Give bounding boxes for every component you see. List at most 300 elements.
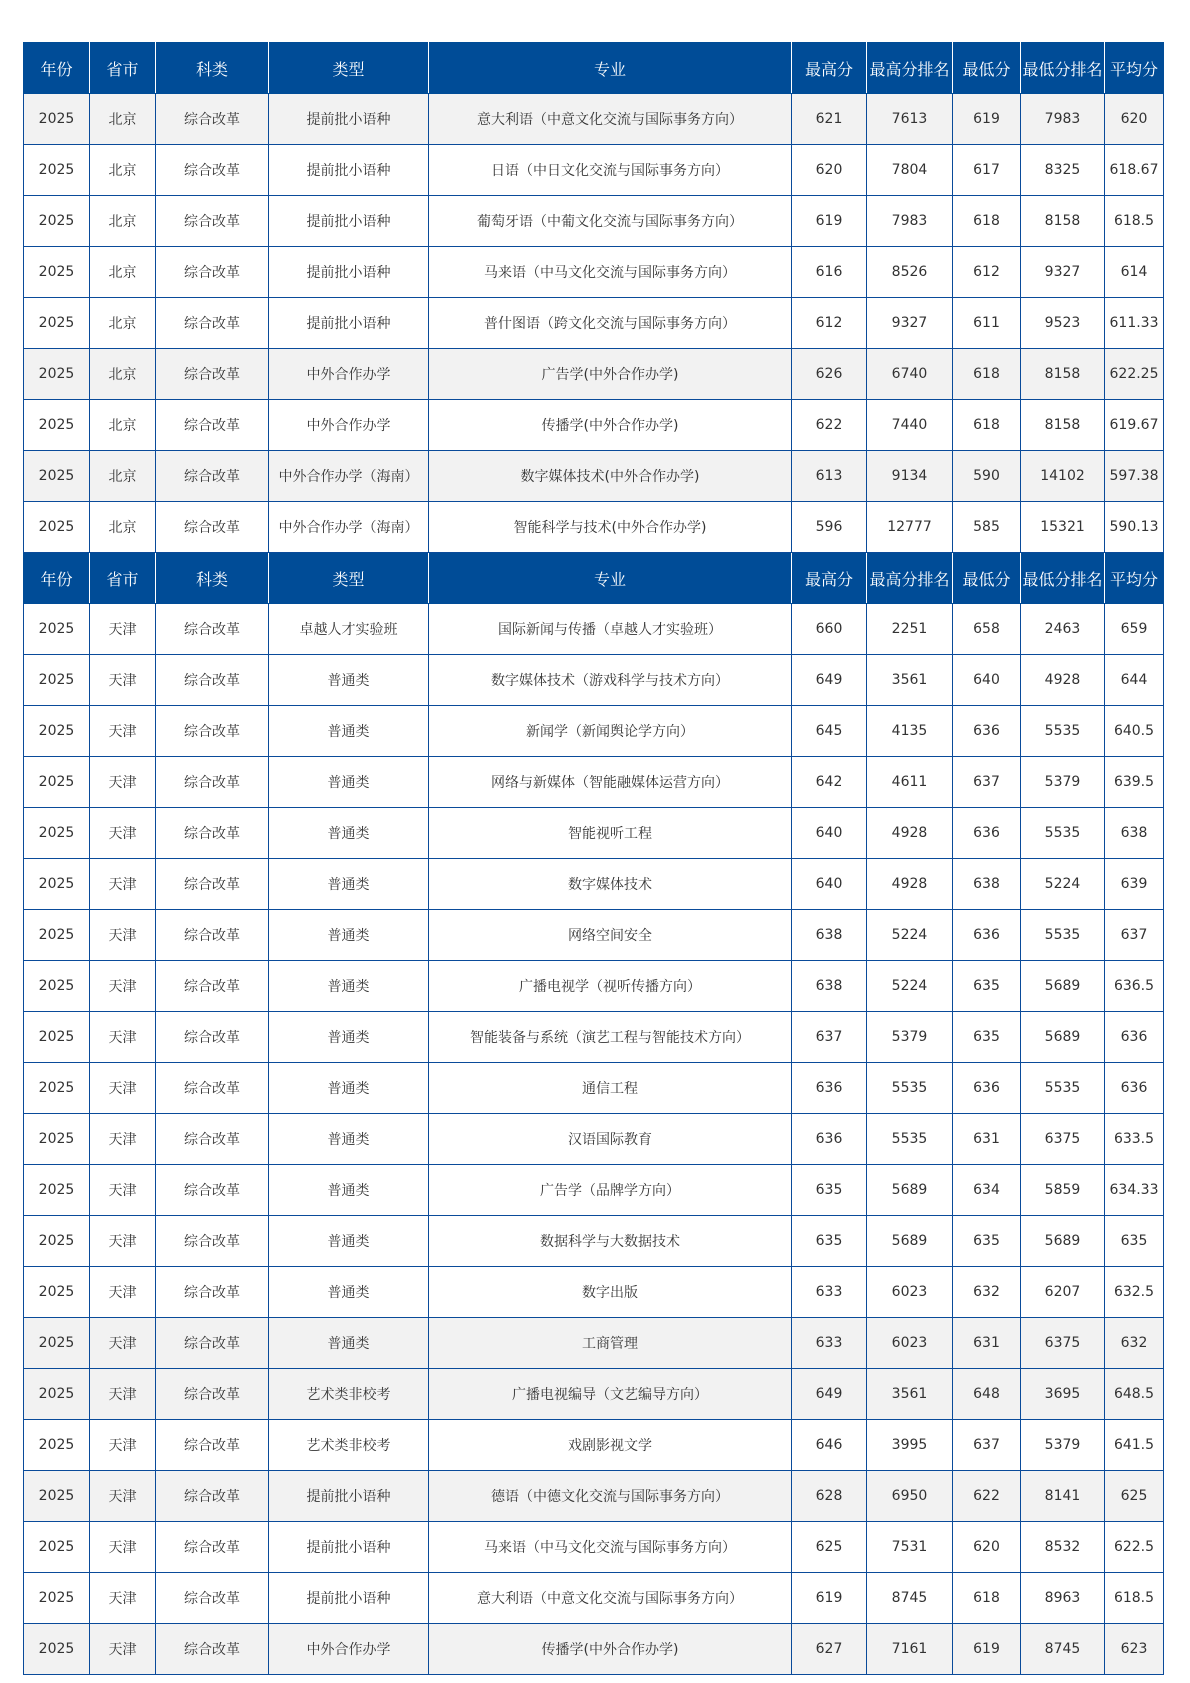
cell-max-score-rank: 3561 bbox=[867, 655, 953, 706]
cell-subject-type: 综合改革 bbox=[156, 961, 269, 1012]
cell-province: 天津 bbox=[90, 1624, 156, 1675]
table-row bbox=[24, 1114, 1164, 1165]
cell-category: 普通类 bbox=[269, 1318, 429, 1369]
cell-min-score-rank: 3695 bbox=[1021, 1369, 1105, 1420]
cell-year: 2025 bbox=[24, 1318, 90, 1369]
cell-major: 传播学(中外合作办学) bbox=[429, 1624, 792, 1675]
cell-year: 2025 bbox=[24, 1216, 90, 1267]
cell-major: 意大利语（中意文化交流与国际事务方向） bbox=[429, 1573, 792, 1624]
cell-min-score-rank: 8141 bbox=[1021, 1471, 1105, 1522]
table-row bbox=[24, 1063, 1164, 1114]
cell-max-score: 649 bbox=[792, 655, 867, 706]
cell-avg-score: 618.67 bbox=[1105, 145, 1164, 196]
table-row bbox=[24, 1471, 1164, 1522]
cell-avg-score: 639 bbox=[1105, 859, 1164, 910]
cell-major: 葡萄牙语（中葡文化交流与国际事务方向） bbox=[429, 196, 792, 247]
cell-max-score: 642 bbox=[792, 757, 867, 808]
cell-max-score-rank: 7983 bbox=[867, 196, 953, 247]
cell-min-score: 637 bbox=[953, 757, 1021, 808]
cell-year: 2025 bbox=[24, 1114, 90, 1165]
cell-province: 天津 bbox=[90, 1063, 156, 1114]
cell-avg-score: 622.25 bbox=[1105, 349, 1164, 400]
cell-major: 日语（中日文化交流与国际事务方向） bbox=[429, 145, 792, 196]
cell-max-score: 633 bbox=[792, 1267, 867, 1318]
column-header-min-score: 最低分 bbox=[953, 43, 1021, 94]
cell-min-score-rank: 8158 bbox=[1021, 349, 1105, 400]
cell-avg-score: 641.5 bbox=[1105, 1420, 1164, 1471]
cell-province: 天津 bbox=[90, 655, 156, 706]
cell-min-score: 618 bbox=[953, 1573, 1021, 1624]
cell-major: 意大利语（中意文化交流与国际事务方向） bbox=[429, 94, 792, 145]
cell-category: 提前批小语种 bbox=[269, 1522, 429, 1573]
cell-category: 提前批小语种 bbox=[269, 94, 429, 145]
table-row bbox=[24, 247, 1164, 298]
cell-province: 天津 bbox=[90, 961, 156, 1012]
table-body bbox=[24, 43, 1164, 1675]
cell-subject-type: 综合改革 bbox=[156, 808, 269, 859]
column-header-max-score: 最高分 bbox=[792, 43, 867, 94]
cell-year: 2025 bbox=[24, 247, 90, 298]
cell-year: 2025 bbox=[24, 1522, 90, 1573]
table-row bbox=[24, 655, 1164, 706]
cell-avg-score: 618.5 bbox=[1105, 1573, 1164, 1624]
cell-max-score: 646 bbox=[792, 1420, 867, 1471]
cell-year: 2025 bbox=[24, 757, 90, 808]
cell-max-score-rank: 4135 bbox=[867, 706, 953, 757]
cell-min-score: 631 bbox=[953, 1318, 1021, 1369]
cell-province: 北京 bbox=[90, 94, 156, 145]
cell-province: 北京 bbox=[90, 451, 156, 502]
cell-min-score-rank: 5535 bbox=[1021, 910, 1105, 961]
cell-subject-type: 综合改革 bbox=[156, 1114, 269, 1165]
cell-category: 中外合作办学 bbox=[269, 1624, 429, 1675]
cell-min-score-rank: 9327 bbox=[1021, 247, 1105, 298]
cell-province: 北京 bbox=[90, 400, 156, 451]
column-header-avg-score: 平均分 bbox=[1105, 553, 1164, 604]
cell-year: 2025 bbox=[24, 196, 90, 247]
cell-province: 天津 bbox=[90, 910, 156, 961]
cell-avg-score: 618.5 bbox=[1105, 196, 1164, 247]
cell-province: 天津 bbox=[90, 604, 156, 655]
cell-major: 传播学(中外合作办学) bbox=[429, 400, 792, 451]
cell-max-score-rank: 7613 bbox=[867, 94, 953, 145]
cell-province: 天津 bbox=[90, 1267, 156, 1318]
cell-max-score-rank: 3561 bbox=[867, 1369, 953, 1420]
cell-major: 普什图语（跨文化交流与国际事务方向） bbox=[429, 298, 792, 349]
cell-min-score: 635 bbox=[953, 961, 1021, 1012]
cell-max-score: 638 bbox=[792, 961, 867, 1012]
cell-major: 马来语（中马文化交流与国际事务方向） bbox=[429, 247, 792, 298]
cell-subject-type: 综合改革 bbox=[156, 298, 269, 349]
cell-major: 智能视听工程 bbox=[429, 808, 792, 859]
cell-max-score: 640 bbox=[792, 808, 867, 859]
cell-category: 普通类 bbox=[269, 655, 429, 706]
cell-max-score-rank: 9327 bbox=[867, 298, 953, 349]
cell-min-score: 635 bbox=[953, 1216, 1021, 1267]
cell-min-score: 636 bbox=[953, 1063, 1021, 1114]
cell-max-score-rank: 7531 bbox=[867, 1522, 953, 1573]
cell-min-score: 636 bbox=[953, 910, 1021, 961]
cell-province: 天津 bbox=[90, 1114, 156, 1165]
cell-max-score-rank: 8526 bbox=[867, 247, 953, 298]
cell-min-score: 590 bbox=[953, 451, 1021, 502]
cell-major: 智能装备与系统（演艺工程与智能技术方向） bbox=[429, 1012, 792, 1063]
cell-year: 2025 bbox=[24, 400, 90, 451]
table-row bbox=[24, 451, 1164, 502]
cell-min-score: 638 bbox=[953, 859, 1021, 910]
cell-min-score: 612 bbox=[953, 247, 1021, 298]
cell-major: 新闻学（新闻舆论学方向） bbox=[429, 706, 792, 757]
cell-category: 提前批小语种 bbox=[269, 247, 429, 298]
cell-category: 普通类 bbox=[269, 1267, 429, 1318]
cell-min-score: 585 bbox=[953, 502, 1021, 553]
header-row bbox=[24, 43, 1164, 94]
cell-year: 2025 bbox=[24, 706, 90, 757]
cell-subject-type: 综合改革 bbox=[156, 1624, 269, 1675]
cell-min-score: 619 bbox=[953, 94, 1021, 145]
cell-year: 2025 bbox=[24, 298, 90, 349]
header-row bbox=[24, 553, 1164, 604]
cell-min-score-rank: 8745 bbox=[1021, 1624, 1105, 1675]
cell-avg-score: 623 bbox=[1105, 1624, 1164, 1675]
cell-max-score: 633 bbox=[792, 1318, 867, 1369]
cell-subject-type: 综合改革 bbox=[156, 604, 269, 655]
cell-min-score: 632 bbox=[953, 1267, 1021, 1318]
cell-category: 普通类 bbox=[269, 1165, 429, 1216]
cell-min-score-rank: 6375 bbox=[1021, 1318, 1105, 1369]
cell-min-score: 618 bbox=[953, 400, 1021, 451]
cell-year: 2025 bbox=[24, 910, 90, 961]
column-header-max-score-rank: 最高分排名 bbox=[867, 553, 953, 604]
cell-category: 普通类 bbox=[269, 859, 429, 910]
table-row bbox=[24, 145, 1164, 196]
cell-max-score-rank: 5224 bbox=[867, 961, 953, 1012]
cell-province: 北京 bbox=[90, 196, 156, 247]
cell-year: 2025 bbox=[24, 859, 90, 910]
table-row bbox=[24, 961, 1164, 1012]
cell-province: 北京 bbox=[90, 145, 156, 196]
cell-category: 普通类 bbox=[269, 1216, 429, 1267]
cell-subject-type: 综合改革 bbox=[156, 655, 269, 706]
cell-min-score-rank: 8963 bbox=[1021, 1573, 1105, 1624]
cell-max-score-rank: 5224 bbox=[867, 910, 953, 961]
cell-min-score-rank: 5535 bbox=[1021, 706, 1105, 757]
cell-major: 通信工程 bbox=[429, 1063, 792, 1114]
cell-max-score: 616 bbox=[792, 247, 867, 298]
cell-avg-score: 625 bbox=[1105, 1471, 1164, 1522]
cell-major: 戏剧影视文学 bbox=[429, 1420, 792, 1471]
cell-min-score-rank: 8532 bbox=[1021, 1522, 1105, 1573]
cell-category: 艺术类非校考 bbox=[269, 1369, 429, 1420]
cell-min-score-rank: 6375 bbox=[1021, 1114, 1105, 1165]
cell-major: 广播电视学（视听传播方向） bbox=[429, 961, 792, 1012]
cell-subject-type: 综合改革 bbox=[156, 1471, 269, 1522]
cell-subject-type: 综合改革 bbox=[156, 400, 269, 451]
cell-min-score-rank: 5535 bbox=[1021, 808, 1105, 859]
cell-subject-type: 综合改革 bbox=[156, 859, 269, 910]
cell-category: 普通类 bbox=[269, 1114, 429, 1165]
cell-min-score: 634 bbox=[953, 1165, 1021, 1216]
cell-province: 北京 bbox=[90, 298, 156, 349]
cell-subject-type: 综合改革 bbox=[156, 247, 269, 298]
cell-year: 2025 bbox=[24, 1624, 90, 1675]
cell-min-score: 619 bbox=[953, 1624, 1021, 1675]
cell-category: 普通类 bbox=[269, 1012, 429, 1063]
cell-major: 网络与新媒体（智能融媒体运营方向） bbox=[429, 757, 792, 808]
cell-avg-score: 637 bbox=[1105, 910, 1164, 961]
cell-major: 数字媒体技术(中外合作办学) bbox=[429, 451, 792, 502]
cell-major: 广告学(中外合作办学) bbox=[429, 349, 792, 400]
cell-major: 汉语国际教育 bbox=[429, 1114, 792, 1165]
cell-max-score-rank: 4611 bbox=[867, 757, 953, 808]
cell-avg-score: 611.33 bbox=[1105, 298, 1164, 349]
column-header-category: 类型 bbox=[269, 43, 429, 94]
table-row bbox=[24, 1573, 1164, 1624]
cell-min-score-rank: 8158 bbox=[1021, 196, 1105, 247]
cell-subject-type: 综合改革 bbox=[156, 451, 269, 502]
cell-avg-score: 639.5 bbox=[1105, 757, 1164, 808]
table-row bbox=[24, 706, 1164, 757]
cell-avg-score: 638 bbox=[1105, 808, 1164, 859]
cell-year: 2025 bbox=[24, 1420, 90, 1471]
cell-year: 2025 bbox=[24, 1063, 90, 1114]
cell-max-score: 627 bbox=[792, 1624, 867, 1675]
cell-min-score: 635 bbox=[953, 1012, 1021, 1063]
table-row bbox=[24, 859, 1164, 910]
cell-year: 2025 bbox=[24, 349, 90, 400]
cell-avg-score: 597.38 bbox=[1105, 451, 1164, 502]
cell-min-score-rank: 5379 bbox=[1021, 757, 1105, 808]
cell-subject-type: 综合改革 bbox=[156, 1573, 269, 1624]
table-row bbox=[24, 1216, 1164, 1267]
cell-max-score: 619 bbox=[792, 196, 867, 247]
cell-subject-type: 综合改革 bbox=[156, 1216, 269, 1267]
cell-max-score: 625 bbox=[792, 1522, 867, 1573]
cell-min-score-rank: 8158 bbox=[1021, 400, 1105, 451]
column-header-min-score-rank: 最低分排名 bbox=[1021, 43, 1105, 94]
cell-subject-type: 综合改革 bbox=[156, 1318, 269, 1369]
cell-min-score-rank: 15321 bbox=[1021, 502, 1105, 553]
cell-max-score-rank: 7161 bbox=[867, 1624, 953, 1675]
cell-subject-type: 综合改革 bbox=[156, 145, 269, 196]
cell-min-score-rank: 5379 bbox=[1021, 1420, 1105, 1471]
column-header-subject-type: 科类 bbox=[156, 553, 269, 604]
table-row bbox=[24, 1624, 1164, 1675]
table-row bbox=[24, 400, 1164, 451]
cell-max-score-rank: 6740 bbox=[867, 349, 953, 400]
cell-category: 普通类 bbox=[269, 808, 429, 859]
cell-max-score: 638 bbox=[792, 910, 867, 961]
table-row bbox=[24, 94, 1164, 145]
cell-min-score: 618 bbox=[953, 196, 1021, 247]
cell-min-score: 636 bbox=[953, 808, 1021, 859]
cell-min-score-rank: 2463 bbox=[1021, 604, 1105, 655]
cell-major: 广播电视编导（文艺编导方向） bbox=[429, 1369, 792, 1420]
cell-year: 2025 bbox=[24, 1369, 90, 1420]
cell-province: 北京 bbox=[90, 349, 156, 400]
table-row bbox=[24, 910, 1164, 961]
cell-max-score: 622 bbox=[792, 400, 867, 451]
cell-subject-type: 综合改革 bbox=[156, 196, 269, 247]
cell-min-score-rank: 5689 bbox=[1021, 1216, 1105, 1267]
cell-avg-score: 590.13 bbox=[1105, 502, 1164, 553]
cell-province: 天津 bbox=[90, 1522, 156, 1573]
cell-max-score-rank: 12777 bbox=[867, 502, 953, 553]
cell-major: 国际新闻与传播（卓越人才实验班） bbox=[429, 604, 792, 655]
cell-min-score: 617 bbox=[953, 145, 1021, 196]
table-row bbox=[24, 1165, 1164, 1216]
cell-category: 中外合作办学（海南） bbox=[269, 451, 429, 502]
cell-min-score-rank: 7983 bbox=[1021, 94, 1105, 145]
cell-max-score: 635 bbox=[792, 1165, 867, 1216]
cell-max-score: 649 bbox=[792, 1369, 867, 1420]
column-header-major: 专业 bbox=[429, 553, 792, 604]
cell-max-score: 621 bbox=[792, 94, 867, 145]
cell-max-score: 635 bbox=[792, 1216, 867, 1267]
cell-category: 提前批小语种 bbox=[269, 196, 429, 247]
cell-min-score: 636 bbox=[953, 706, 1021, 757]
cell-major: 网络空间安全 bbox=[429, 910, 792, 961]
cell-year: 2025 bbox=[24, 655, 90, 706]
cell-province: 北京 bbox=[90, 502, 156, 553]
cell-max-score: 645 bbox=[792, 706, 867, 757]
cell-min-score: 648 bbox=[953, 1369, 1021, 1420]
cell-subject-type: 综合改革 bbox=[156, 1063, 269, 1114]
cell-category: 提前批小语种 bbox=[269, 1573, 429, 1624]
cell-major: 数字出版 bbox=[429, 1267, 792, 1318]
column-header-province: 省市 bbox=[90, 43, 156, 94]
cell-category: 提前批小语种 bbox=[269, 1471, 429, 1522]
cell-major: 数字媒体技术（游戏科学与技术方向） bbox=[429, 655, 792, 706]
cell-category: 普通类 bbox=[269, 706, 429, 757]
cell-subject-type: 综合改革 bbox=[156, 757, 269, 808]
table-row bbox=[24, 1267, 1164, 1318]
cell-max-score-rank: 3995 bbox=[867, 1420, 953, 1471]
table-row bbox=[24, 1318, 1164, 1369]
table-row bbox=[24, 1522, 1164, 1573]
column-header-province: 省市 bbox=[90, 553, 156, 604]
cell-max-score-rank: 9134 bbox=[867, 451, 953, 502]
cell-province: 天津 bbox=[90, 1165, 156, 1216]
cell-year: 2025 bbox=[24, 145, 90, 196]
table-row bbox=[24, 298, 1164, 349]
cell-avg-score: 620 bbox=[1105, 94, 1164, 145]
cell-max-score: 640 bbox=[792, 859, 867, 910]
cell-category: 中外合作办学 bbox=[269, 400, 429, 451]
cell-min-score-rank: 6207 bbox=[1021, 1267, 1105, 1318]
cell-avg-score: 636 bbox=[1105, 1012, 1164, 1063]
column-header-avg-score: 平均分 bbox=[1105, 43, 1164, 94]
cell-max-score: 612 bbox=[792, 298, 867, 349]
cell-major: 智能科学与技术(中外合作办学) bbox=[429, 502, 792, 553]
cell-year: 2025 bbox=[24, 1471, 90, 1522]
cell-max-score-rank: 6023 bbox=[867, 1267, 953, 1318]
table-row bbox=[24, 1420, 1164, 1471]
table-row bbox=[24, 604, 1164, 655]
cell-avg-score: 614 bbox=[1105, 247, 1164, 298]
cell-year: 2025 bbox=[24, 451, 90, 502]
cell-max-score-rank: 7440 bbox=[867, 400, 953, 451]
cell-avg-score: 632 bbox=[1105, 1318, 1164, 1369]
cell-province: 天津 bbox=[90, 706, 156, 757]
cell-avg-score: 636.5 bbox=[1105, 961, 1164, 1012]
cell-subject-type: 综合改革 bbox=[156, 1012, 269, 1063]
cell-province: 天津 bbox=[90, 757, 156, 808]
cell-subject-type: 综合改革 bbox=[156, 1522, 269, 1573]
cell-avg-score: 644 bbox=[1105, 655, 1164, 706]
cell-province: 天津 bbox=[90, 1573, 156, 1624]
cell-year: 2025 bbox=[24, 1573, 90, 1624]
cell-max-score-rank: 5689 bbox=[867, 1165, 953, 1216]
cell-category: 卓越人才实验班 bbox=[269, 604, 429, 655]
column-header-max-score-rank: 最高分排名 bbox=[867, 43, 953, 94]
cell-subject-type: 综合改革 bbox=[156, 1165, 269, 1216]
cell-min-score: 620 bbox=[953, 1522, 1021, 1573]
cell-subject-type: 综合改革 bbox=[156, 1420, 269, 1471]
cell-min-score: 637 bbox=[953, 1420, 1021, 1471]
cell-category: 提前批小语种 bbox=[269, 145, 429, 196]
cell-avg-score: 659 bbox=[1105, 604, 1164, 655]
cell-avg-score: 640.5 bbox=[1105, 706, 1164, 757]
cell-max-score: 660 bbox=[792, 604, 867, 655]
cell-year: 2025 bbox=[24, 1165, 90, 1216]
cell-min-score-rank: 5689 bbox=[1021, 961, 1105, 1012]
cell-min-score-rank: 5224 bbox=[1021, 859, 1105, 910]
table-row bbox=[24, 502, 1164, 553]
cell-max-score: 619 bbox=[792, 1573, 867, 1624]
table-row bbox=[24, 349, 1164, 400]
cell-min-score-rank: 5859 bbox=[1021, 1165, 1105, 1216]
cell-subject-type: 综合改革 bbox=[156, 94, 269, 145]
table-row bbox=[24, 757, 1164, 808]
column-header-year: 年份 bbox=[24, 43, 90, 94]
cell-province: 北京 bbox=[90, 247, 156, 298]
cell-subject-type: 综合改革 bbox=[156, 910, 269, 961]
cell-max-score-rank: 2251 bbox=[867, 604, 953, 655]
cell-year: 2025 bbox=[24, 604, 90, 655]
cell-avg-score: 635 bbox=[1105, 1216, 1164, 1267]
cell-subject-type: 综合改革 bbox=[156, 1267, 269, 1318]
cell-max-score: 613 bbox=[792, 451, 867, 502]
cell-avg-score: 622.5 bbox=[1105, 1522, 1164, 1573]
cell-max-score: 636 bbox=[792, 1114, 867, 1165]
column-header-max-score: 最高分 bbox=[792, 553, 867, 604]
cell-province: 天津 bbox=[90, 808, 156, 859]
cell-min-score: 618 bbox=[953, 349, 1021, 400]
cell-min-score-rank: 9523 bbox=[1021, 298, 1105, 349]
table-row bbox=[24, 1369, 1164, 1420]
cell-max-score-rank: 5535 bbox=[867, 1114, 953, 1165]
cell-category: 中外合作办学（海南） bbox=[269, 502, 429, 553]
cell-category: 中外合作办学 bbox=[269, 349, 429, 400]
cell-subject-type: 综合改革 bbox=[156, 349, 269, 400]
cell-category: 普通类 bbox=[269, 961, 429, 1012]
cell-max-score-rank: 5535 bbox=[867, 1063, 953, 1114]
column-header-category: 类型 bbox=[269, 553, 429, 604]
column-header-major: 专业 bbox=[429, 43, 792, 94]
cell-max-score: 620 bbox=[792, 145, 867, 196]
cell-year: 2025 bbox=[24, 502, 90, 553]
cell-max-score-rank: 4928 bbox=[867, 859, 953, 910]
cell-province: 天津 bbox=[90, 1369, 156, 1420]
cell-max-score-rank: 7804 bbox=[867, 145, 953, 196]
cell-year: 2025 bbox=[24, 808, 90, 859]
cell-year: 2025 bbox=[24, 961, 90, 1012]
cell-max-score: 626 bbox=[792, 349, 867, 400]
cell-max-score: 637 bbox=[792, 1012, 867, 1063]
column-header-min-score-rank: 最低分排名 bbox=[1021, 553, 1105, 604]
cell-max-score-rank: 5689 bbox=[867, 1216, 953, 1267]
